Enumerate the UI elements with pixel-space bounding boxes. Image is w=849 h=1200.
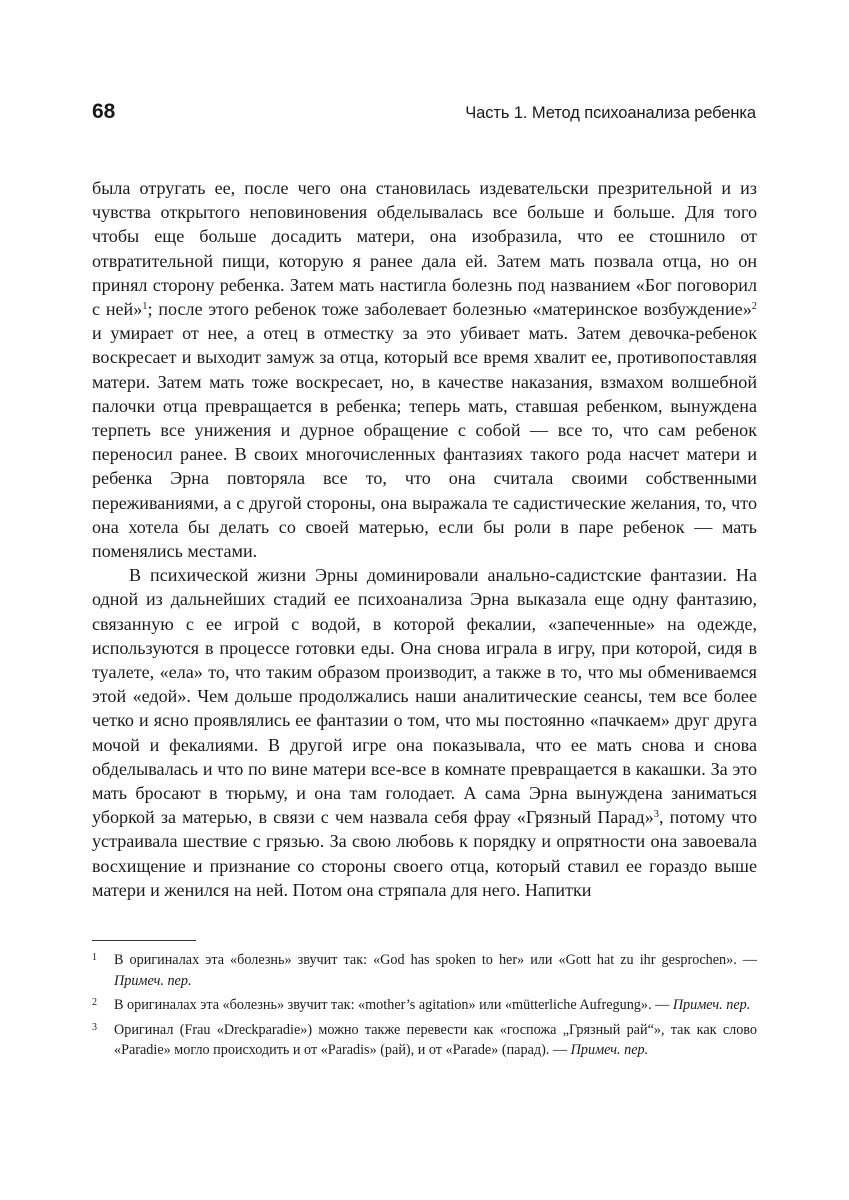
footnote-ref: 3 (653, 809, 660, 821)
body-text (92, 176, 757, 902)
page-number: 68 (92, 100, 116, 123)
running-head: Часть 1. Метод психоанализа ребенка (465, 104, 756, 122)
footnote-ref: 2 (751, 301, 758, 313)
footnote (92, 995, 757, 1016)
footnote-number: 3 (92, 1021, 97, 1033)
footnote-translator-note: Примеч. пер. (672, 997, 751, 1013)
footnote-translator-note: Примеч. пер. (570, 1042, 649, 1058)
paragraph-text: , потому что устраивала шествие с грязью. За свою любовь к порядку и опрятности она завоевала восхищение и признание со стороны своего отца, который ставил ее гораздо выше матери и женился на ней. Потом она стряпала для него. Напитки (92, 807, 757, 900)
footnote-number: 1 (92, 952, 97, 963)
footnote-translator-note: Примеч. пер. (114, 972, 192, 989)
paragraph-text: ; после этого ребенок тоже заболевает болезнью «материнское возбуждение» (147, 299, 752, 320)
footnotes (92, 950, 757, 1065)
paragraph-text: и умирает от нее, а отец в отместку за это убивает мать. Затем девочка-ребенок воскресает и выходит замуж за отца, который все время хвалит ее, противопоставляя матери. Затем мать тоже воскресает, но, в качестве наказания, взмахом волшебной палочки отца превращается в ребенка; теперь мать, ставшая ребенком, вынуждена терпеть все унижения и дурное обращение с собой — все то, что сам ребенок переносил ранее. В своих многочисленных фантазиях такого рода насчет матери и ребенка Эрна повторяла все то, что она считала своими собственными переживаниями, а с другой стороны, она выражала те садистические желания, то, что она хотела бы делать со своей матерью, если бы роли в паре ребенок — мать поменялись местами. (92, 323, 757, 562)
footnote (92, 950, 757, 991)
paragraph-text: В психической жизни Эрны доминировали анально-садистские фантазии. На одной из дальнейших стадий ее психоанализа Эрна выказала еще одну фантазию, связанную с ее игрой с водой, в которой фекалии, «запеченные» на одежде, используются в процессе готовки еды. Она снова играла в игру, при которой, сидя в туалете, «ела» то, что таким образом производит, а также в то, что мы обмениваемся этой «едой». Чем дольше продолжались наши аналитические сеансы, тем все более четко и ясно проявлялись ее фантазии о том, что мы постоянно «пачкаем» друг друга мочой и фекалиями. В другой игре она показывала, что ее мать снова и снова обделывалась и что по вине матери все-все в комнате превращается в какашки. За это мать бросают в тюрьму, и она там голодает. А сама Эрна вынуждена заниматься уборкой за матерью, в связи с чем назвала себя фрау «Грязный Парад» (92, 565, 757, 828)
footnote-number: 2 (92, 997, 97, 1008)
paragraph (92, 176, 757, 563)
footnote-ref: 1 (142, 301, 148, 313)
footnote-text: В оригиналах эта «болезнь» звучит так: «mother’s agitation» или «mütterliche Aufregung». — (114, 997, 673, 1013)
footnote (92, 1020, 757, 1061)
footnote-text: Оригинал (Frau «Dreckparadie») можно также перевести как «госпожа „Грязный рай“», так как слово «Paradie» могло происходить и от «Paradis» (рай), и от «Parade» (парад). — (114, 1021, 757, 1058)
footnote-divider (92, 940, 196, 941)
paragraph-text: была отругать ее, после чего она становилась издевательски презрительной и из чувства открытого неповиновения обделывалась все больше и больше. Для того чтобы еще больше досадить матери, она изобразила, что ее стошнило от отвратительной пищи, которую я ранее дала ей. Затем мать позвала отца, но он принял сторону ребенка. Затем мать настигла болезнь под названием «Бог поговорил с ней» (92, 178, 757, 320)
footnote-text: В оригиналах эта «болезнь» звучит так: «God has spoken to her» или «Gott hat zu ihr gesprochen». — (114, 952, 757, 968)
paragraph (92, 563, 757, 902)
